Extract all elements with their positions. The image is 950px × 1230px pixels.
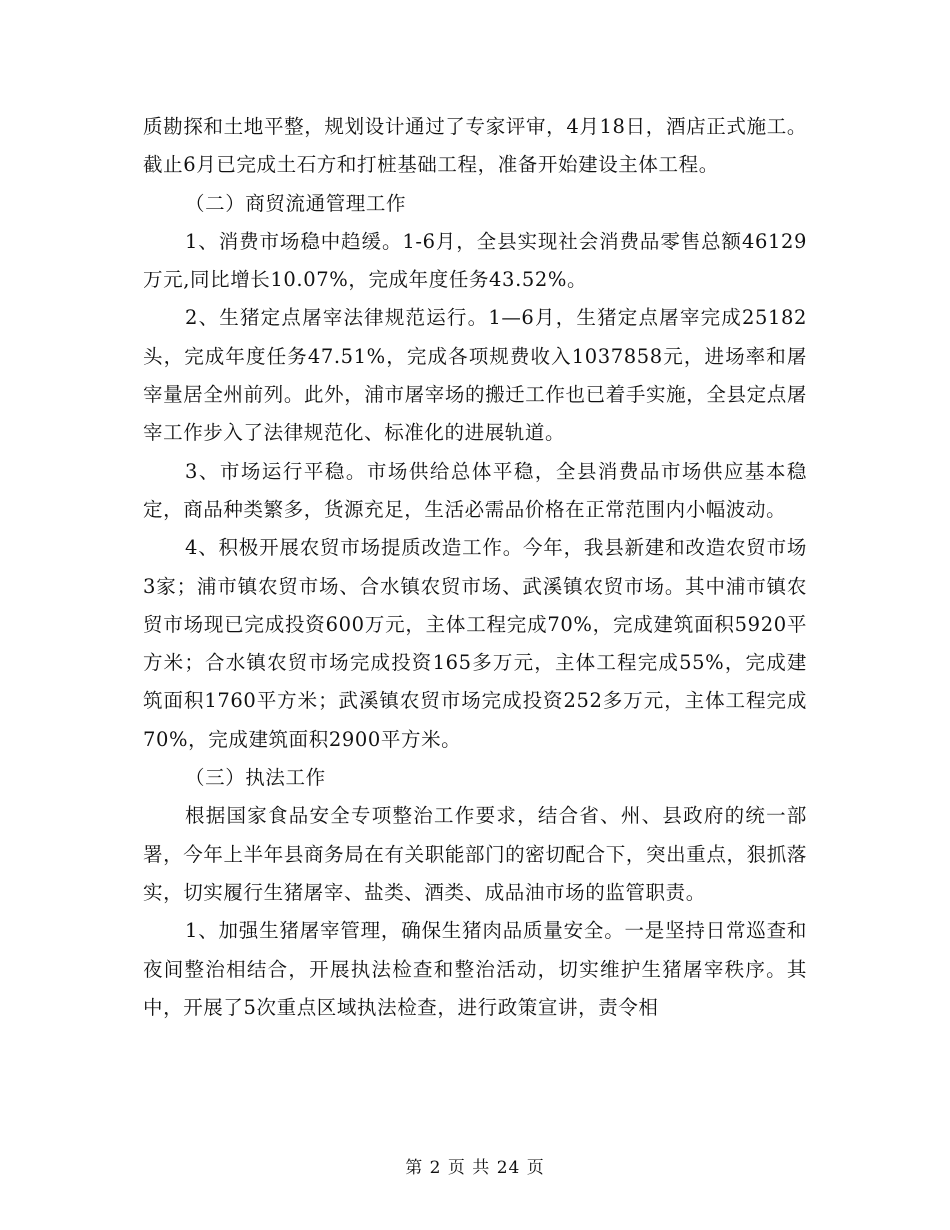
paragraph-farmers-market: 4、积极开展农贸市场提质改造工作。今年，我县新建和改造农贸市场3家；浦市镇农贸市场、合水镇农贸市场、武溪镇农贸市场。其中浦市镇农贸市场现已完成投资600万元，主体工程完成70%，完成建筑面积5920平方米；合水镇农贸市场完成投资165多万元，主体工程完成55%，完成建筑面积1760平方米；武溪镇农贸市场完成投资252多万元，主体工程完成70%，完成建筑面积2900平方米。 [143,536,807,751]
paragraph-consumer-market: 1、消费市场稳中趋缓。1-6月，全县实现社会消费品零售总额46129万元,同比增长10.07%，完成年度任务43.52%。 [143,229,807,292]
paragraph-food-safety: 根据国家食品安全专项整治工作要求，结合省、州、县政府的统一部署，今年上半年县商务局在有关职能部门的密切配合下，突出重点，狠抓落实，切实履行生猪屠宰、盐类、酒类、成品油市场的监管职责。 [143,804,807,904]
paragraph-continuation: 质勘探和土地平整，规划设计通过了专家评审，4月18日，酒店正式施工。截止6月已完成土石方和打桩基础工程，准备开始建设主体工程。 [143,115,807,177]
section-heading-enforcement: （三）执法工作 [185,766,326,790]
page-footer: 第 2 页 共 24 页 [405,1158,545,1178]
document-body [143,108,807,1027]
paragraph-market-operation: 3、市场运行平稳。市场供给总体平稳，全县消费品市场供应基本稳定，商品种类繁多，货源充足，生活必需品价格在正常范围内小幅波动。 [143,459,807,521]
section-heading-commerce: （二）商贸流通管理工作 [185,191,407,215]
paragraph-slaughter-management: 1、加强生猪屠宰管理，确保生猪肉品质量安全。一是坚持日常巡查和夜间整治相结合，开展执法检查和整治活动，切实维护生猪屠宰秩序。其中，开展了5次重点区域执法检查，进行政策宣讲，责令相 [143,919,807,1019]
paragraph-pig-slaughter: 2、生猪定点屠宰法律规范运行。1—6月，生猪定点屠宰完成25182头，完成年度任务47.51%，完成各项规费收入1037858元，进场率和屠宰量居全州前列。此外，浦市屠宰场的搬迁工作也已着手实施，全县定点屠宰工作步入了法律规范化、标准化的进展轨道。 [143,306,807,445]
